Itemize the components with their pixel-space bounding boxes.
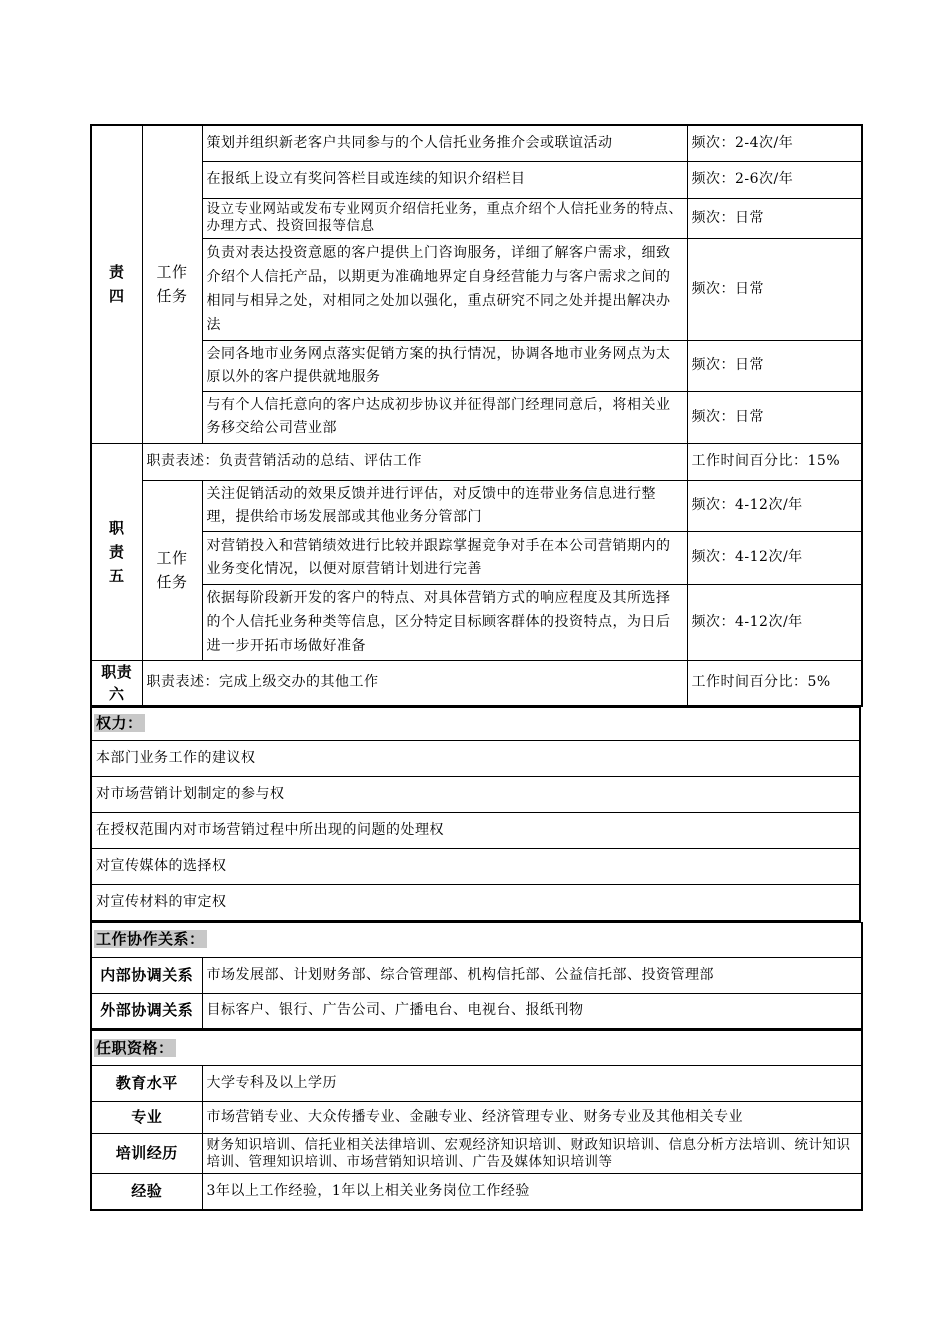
power-item-1: 本部门业务工作的建议权 — [91, 740, 860, 776]
duty4-freq-5: 频次：日常 — [687, 340, 862, 391]
duty5-freq-2: 频次：4-12次/年 — [687, 531, 862, 584]
training-value: 财务知识培训、信托业相关法律培训、宏观经济知识培训、财政知识培训、信息分析方法培训、统计知识培训、管理知识培训、市场营销知识培训、广告及媒体知识培训等 — [202, 1134, 862, 1174]
power-item-4: 对宣传媒体的选择权 — [91, 848, 860, 884]
duty4-freq-4: 频次：日常 — [687, 238, 862, 340]
duty4-sub-label: 工作 任务 — [142, 125, 202, 443]
duty5-sub-label: 工作 任务 — [142, 480, 202, 660]
duty4-freq-1: 频次：2-4次/年 — [687, 125, 862, 161]
duty4-group-label: 责 四 — [91, 125, 142, 443]
duty4-task-5: 会同各地市业务网点落实促销方案的执行情况，协调各地市业务网点为太原以外的客户提供就地服务 — [202, 340, 687, 391]
duty4-task-3: 设立专业网站或发布专业网页介绍信托业务，重点介绍个人信托业务的特点、办理方式、投资回报等信息 — [202, 198, 687, 238]
duty4-task-4: 负责对表达投资意愿的客户提供上门咨询服务，详细了解客户需求，细致介绍个人信托产品，以期更为准确地界定自身经营能力与客户需求之间的相同与相异之处，对相同之处加以强化，重点研究不同之处并提出解决办法 — [202, 238, 687, 340]
powers-table — [90, 707, 861, 922]
duty4-task-2: 在报纸上设立有奖问答栏目或连续的知识介绍栏目 — [202, 161, 687, 198]
duty5-group-label: 职 责 五 — [91, 443, 142, 660]
duty5-task-3: 依据每阶段新开发的客户的特点、对具体营销方式的响应程度及其所选择的个人信托业务种类等信息，区分特定目标顾客群体的投资特点，为日后进一步开拓市场做好准备 — [202, 584, 687, 660]
duty4-task-1: 策划并组织新老客户共同参与的个人信托业务推介会或联谊活动 — [202, 125, 687, 161]
relations-heading: 工作协作关系： — [91, 922, 862, 957]
duty5-freq-1: 频次：4-12次/年 — [687, 480, 862, 531]
qualifications-heading: 任职资格： — [91, 1031, 862, 1066]
power-item-3: 在授权范围内对市场营销过程中所出现的问题的处理权 — [91, 812, 860, 848]
duty6-time-pct: 工作时间百分比：5% — [687, 660, 862, 706]
duty6-statement: 职责表述：完成上级交办的其他工作 — [142, 660, 687, 706]
duty4-task-6: 与有个人信托意向的客户达成初步协议并征得部门经理同意后，将相关业务移交给公司营业部 — [202, 391, 687, 443]
experience-label: 经验 — [91, 1174, 202, 1210]
power-item-5: 对宣传材料的审定权 — [91, 884, 860, 921]
duty4-freq-6: 频次：日常 — [687, 391, 862, 443]
duty5-freq-3: 频次：4-12次/年 — [687, 584, 862, 660]
duty5-task-1: 关注促销活动的效果反馈并进行评估，对反馈中的连带业务信息进行整理，提供给市场发展部或其他业务分管部门 — [202, 480, 687, 531]
duty5-time-pct: 工作时间百分比：15% — [687, 443, 862, 480]
training-label: 培训经历 — [91, 1134, 202, 1174]
external-relations-label: 外部协调关系 — [91, 993, 202, 1029]
external-relations-value: 目标客户、银行、广告公司、广播电台、电视台、报纸刊物 — [202, 993, 862, 1029]
qualifications-table — [90, 1030, 863, 1211]
job-description-sheet — [90, 124, 861, 1211]
internal-relations-value: 市场发展部、计划财务部、综合管理部、机构信托部、公益信托部、投资管理部 — [202, 957, 862, 993]
experience-value: 3年以上工作经验，1年以上相关业务岗位工作经验 — [202, 1174, 862, 1210]
duty4-freq-2: 频次：2-6次/年 — [687, 161, 862, 198]
duty5-statement: 职责表述：负责营销活动的总结、评估工作 — [142, 443, 687, 480]
relations-table — [90, 922, 863, 1031]
education-value: 大学专科及以上学历 — [202, 1066, 862, 1102]
power-item-2: 对市场营销计划制定的参与权 — [91, 776, 860, 812]
powers-heading: 权力： — [91, 707, 860, 740]
major-value: 市场营销专业、大众传播专业、金融专业、经济管理专业、财务专业及其他相关专业 — [202, 1102, 862, 1134]
duties-table — [90, 124, 863, 707]
internal-relations-label: 内部协调关系 — [91, 957, 202, 993]
duty5-task-2: 对营销投入和营销绩效进行比较并跟踪掌握竞争对手在本公司营销期内的业务变化情况，以便对原营销计划进行完善 — [202, 531, 687, 584]
major-label: 专业 — [91, 1102, 202, 1134]
education-label: 教育水平 — [91, 1066, 202, 1102]
duty4-freq-3: 频次：日常 — [687, 198, 862, 238]
duty6-group-label: 职责 六 — [91, 660, 142, 706]
